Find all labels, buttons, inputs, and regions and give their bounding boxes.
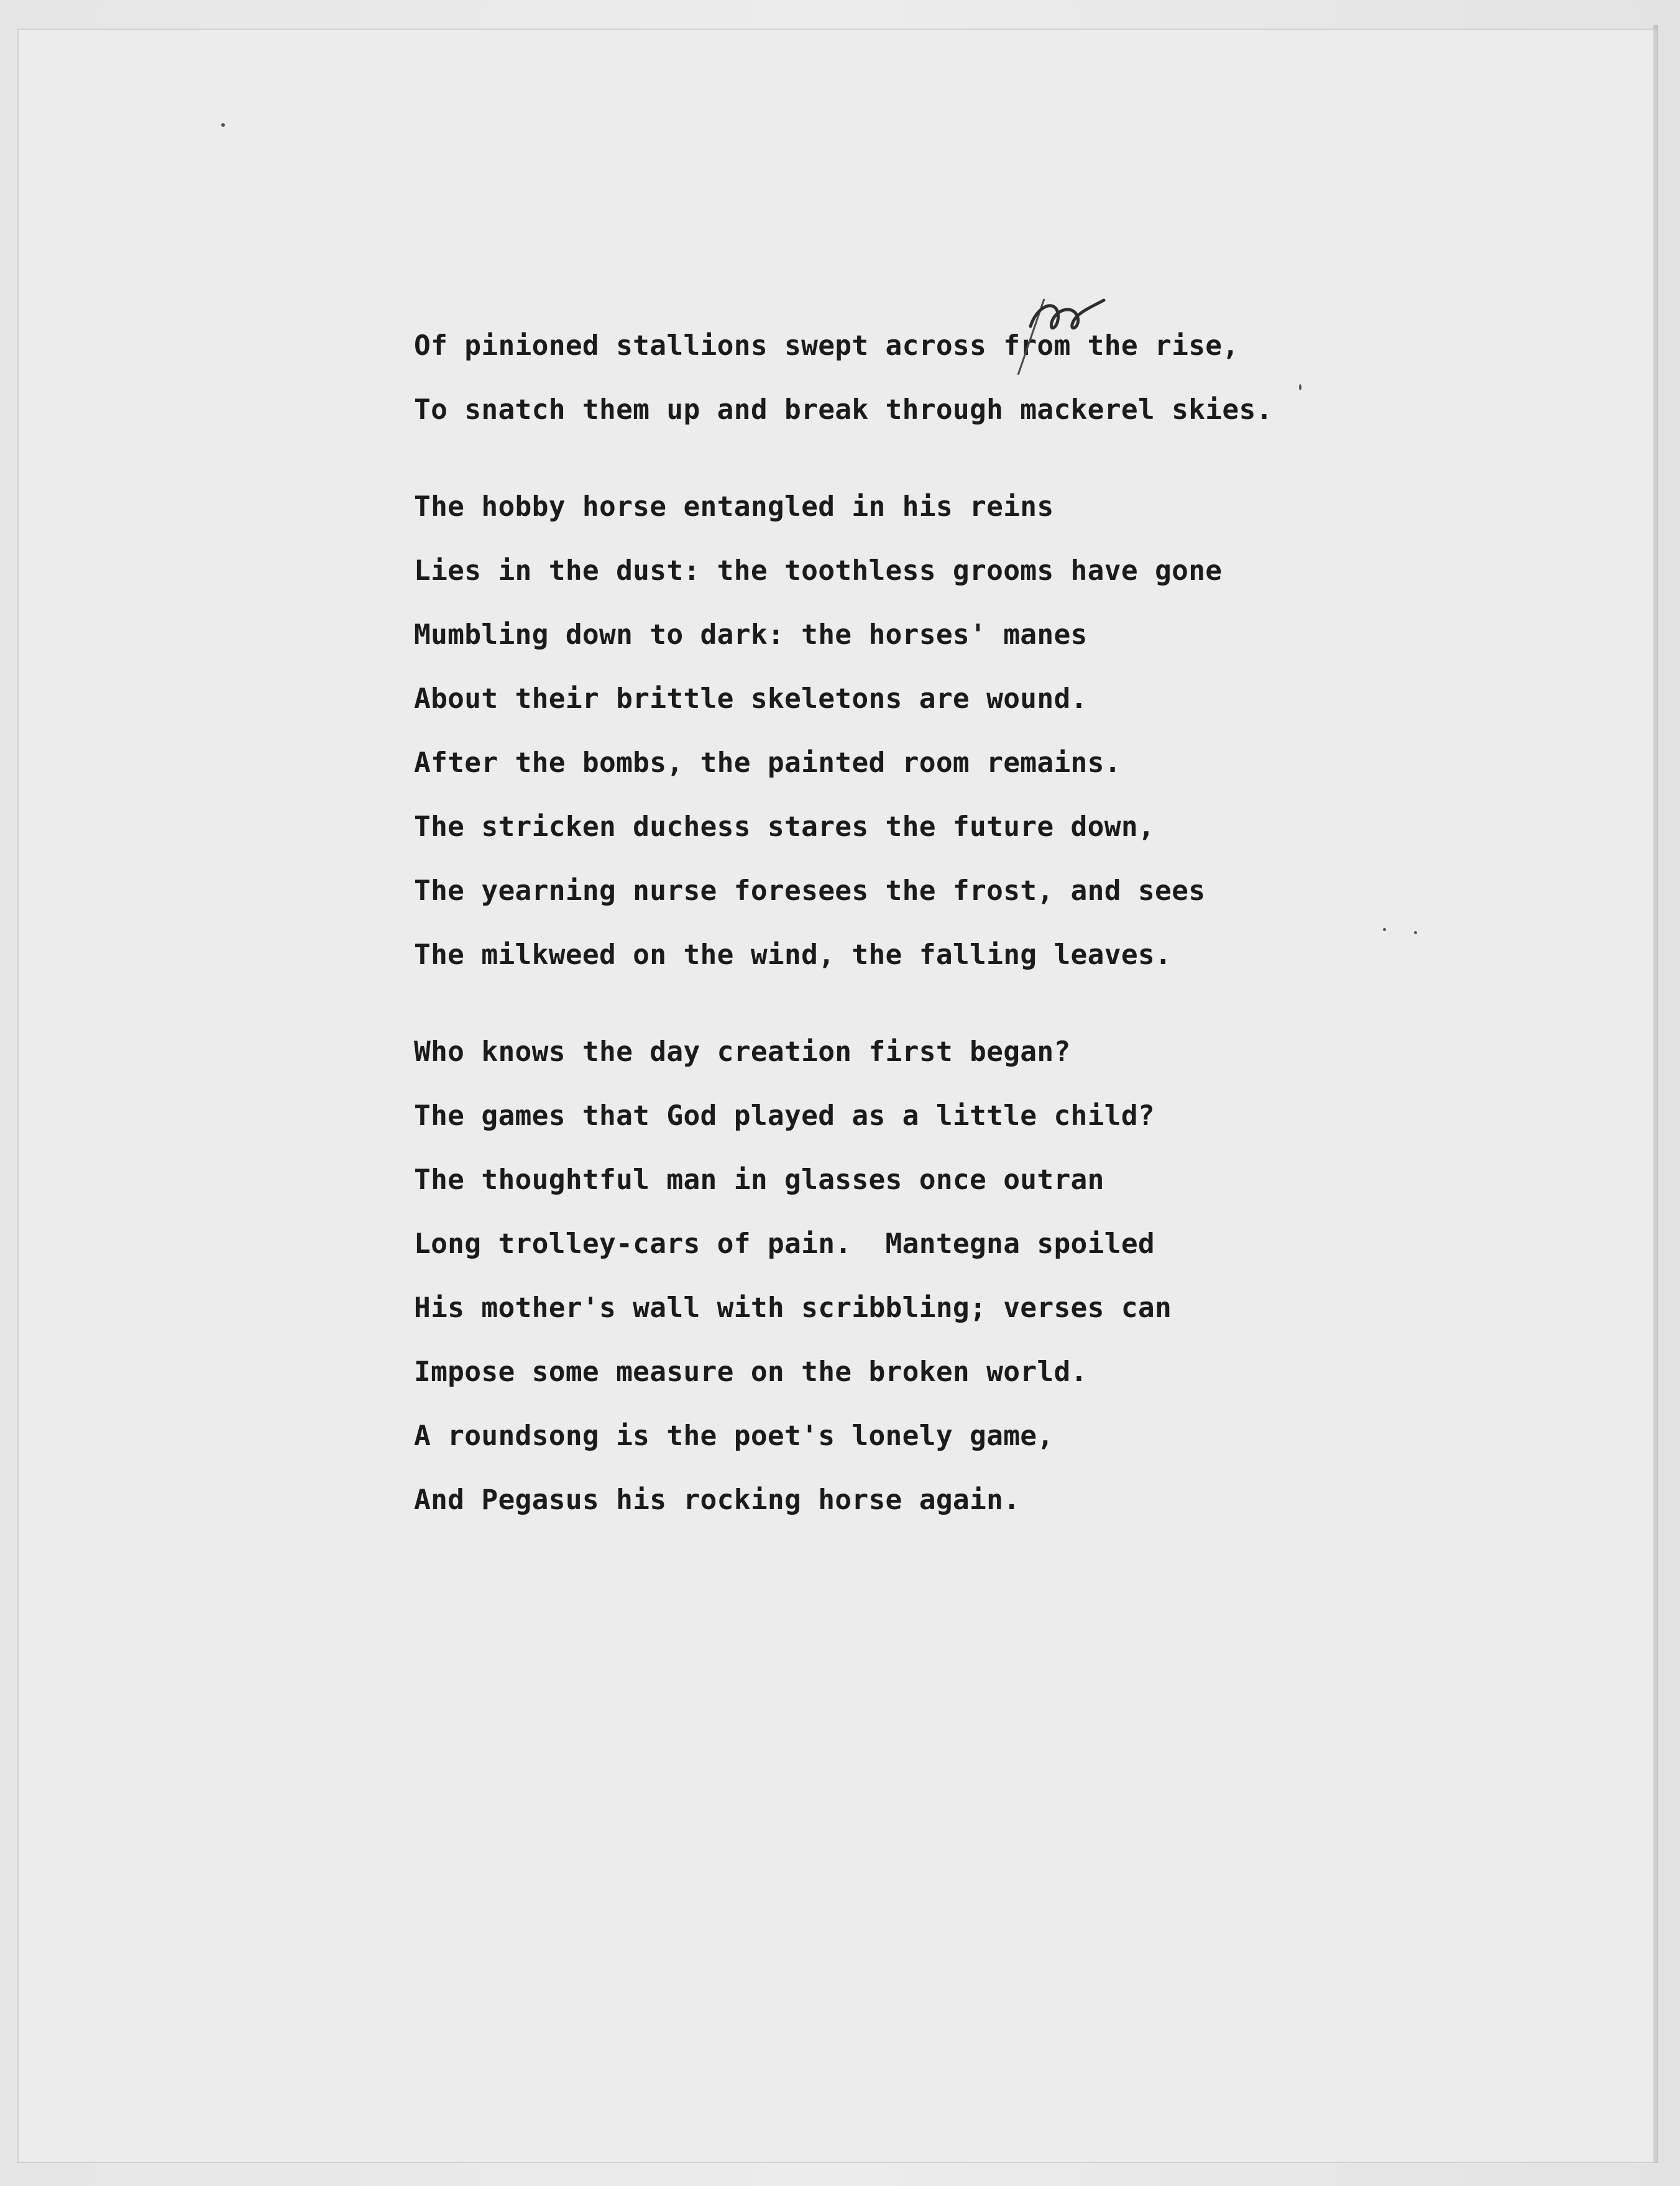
struck-word [1003, 314, 1070, 378]
poem-line: After the bombs, the painted room remains. [414, 747, 1121, 779]
poem-line: Long trolley-cars of pain. Mantegna spoiled [414, 1228, 1155, 1260]
stanza [414, 1020, 1284, 1532]
struck-word-text: from [1003, 330, 1071, 362]
poem-line: The thoughtful man in glasses once outran [414, 1164, 1104, 1196]
paper-speck [1414, 931, 1417, 934]
poem-line: And Pegasus his rocking horse again. [414, 1484, 1021, 1516]
paper-edge [1653, 25, 1658, 2163]
paper-speck [1383, 928, 1386, 931]
stanza [414, 314, 1284, 442]
poem-line: The games that God played as a little child? [414, 1100, 1155, 1132]
stanza [414, 475, 1284, 987]
poem-line: Impose some measure on the broken world. [414, 1356, 1088, 1388]
poem-line: Mumbling down to dark: the horses' manes [414, 619, 1088, 651]
poem-line: The stricken duchess stares the future down, [414, 811, 1155, 843]
poem-line [414, 314, 1284, 378]
poem-line: Lies in the dust: the toothless grooms have gone [414, 555, 1223, 587]
poem-line: A roundsong is the poet's lonely game, [414, 1420, 1054, 1452]
poem-line: To snatch them up and break through mackerel skies. [414, 394, 1273, 426]
line-text: Of pinioned stallions swept across [414, 330, 1004, 362]
poem-text [414, 314, 1284, 1565]
paper-speck [1299, 384, 1301, 390]
poem-line: About their brittle skeletons are wound. [414, 683, 1088, 715]
poem-line: The hobby horse entangled in his reins [414, 491, 1054, 523]
poem-line: The milkweed on the wind, the falling leaves. [414, 939, 1172, 971]
poem-line: Who knows the day creation first began? [414, 1036, 1071, 1068]
poem-line: The yearning nurse foresees the frost, and sees [414, 875, 1206, 907]
poem-line: His mother's wall with scribbling; verses can [414, 1292, 1172, 1324]
paper-speck [221, 123, 225, 127]
line-text: the rise, [1070, 330, 1239, 362]
